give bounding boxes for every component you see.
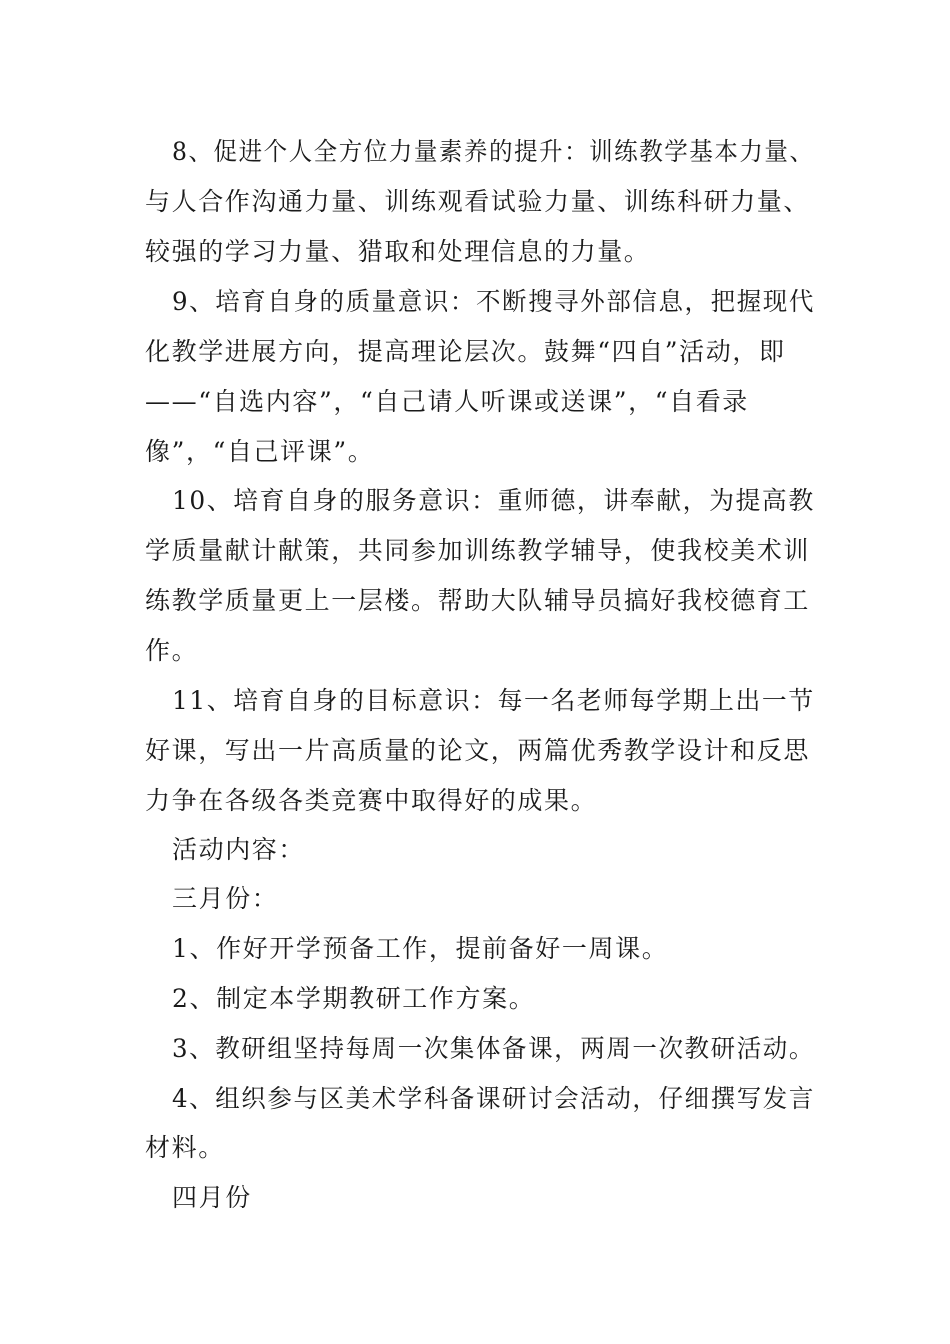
paragraph-9-line-2: 化教学进展方向，提高理论层次。鼓舞“四自”活动，即 (145, 337, 786, 366)
march-item-3: 3、教研组坚持每周一次集体备课，两周一次教研活动。 (172, 1034, 815, 1063)
paragraph-10-line-3: 练教学质量更上一层楼。帮助大队辅导员搞好我校德育工 (145, 586, 811, 615)
paragraph-11-line-2: 好课，写出一片高质量的论文，两篇优秀教学设计和反思 (145, 736, 811, 765)
paragraph-11-line-1: 11、培育自身的目标意识：每一名老师每学期上出一节 (172, 686, 815, 715)
march-item-2: 2、制定本学期教研工作方案。 (172, 984, 536, 1013)
march-item-4-line-1: 4、组织参与区美术学科备课研讨会活动，仔细撰写发言 (172, 1084, 815, 1113)
paragraph-9-line-3: ——“自选内容”，“自己请人听课或送课”，“自看录 (145, 387, 749, 416)
paragraph-8-line-1: 8、促进个人全方位力量素养的提升：训练教学基本力量、 (172, 137, 815, 166)
paragraph-10-line-4: 作。 (145, 636, 199, 665)
march-item-4-line-2: 材料。 (145, 1133, 225, 1162)
paragraph-9-line-1: 9、培育自身的质量意识：不断搜寻外部信息，把握现代 (172, 287, 815, 316)
month-heading-april: 四月份 (172, 1183, 252, 1212)
month-heading-march: 三月份： (172, 884, 279, 913)
paragraph-8-line-2: 与人合作沟通力量、训练观看试验力量、训练科研力量、 (145, 187, 811, 216)
paragraph-9-line-4: 像”，“自己评课”。 (145, 437, 375, 466)
march-item-1: 1、作好开学预备工作，提前备好一周课。 (172, 934, 669, 963)
paragraph-10-line-2: 学质量献计献策，共同参加训练教学辅导，使我校美术训 (145, 536, 811, 565)
paragraph-11-line-3: 力争在各级各类竞赛中取得好的成果。 (145, 786, 598, 815)
paragraph-10-line-1: 10、培育自身的服务意识：重师德，讲奉献，为提高教 (172, 486, 815, 515)
section-heading-activities: 活动内容： (172, 835, 306, 864)
paragraph-8-line-3: 较强的学习力量、猎取和处理信息的力量。 (145, 237, 651, 266)
